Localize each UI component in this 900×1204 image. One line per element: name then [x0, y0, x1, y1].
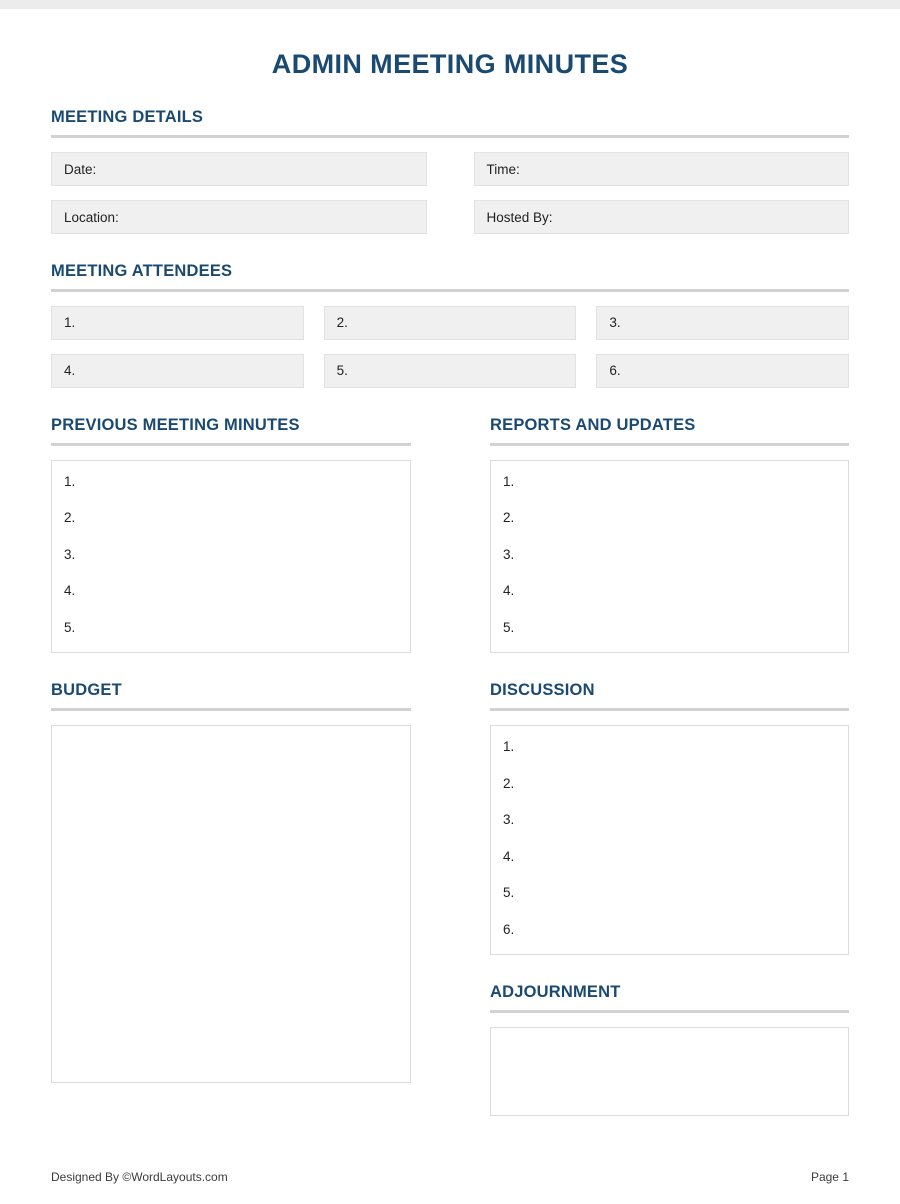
section-underline	[490, 708, 849, 711]
meeting-details-row-1	[51, 152, 849, 186]
section-title-meeting-attendees: MEETING ATTENDEES	[51, 262, 233, 281]
list-item[interactable]: 3.	[503, 546, 515, 562]
list-item[interactable]: 5.	[64, 619, 76, 635]
list-item[interactable]: 6.	[503, 921, 515, 937]
section-underline	[51, 708, 411, 711]
left-column	[51, 388, 411, 1116]
section-underline	[51, 289, 849, 292]
footer-credit: Designed By ©WordLayouts.com	[51, 1170, 228, 1184]
attendee-field-6[interactable]: 6.	[596, 354, 849, 388]
attendee-field-3[interactable]: 3.	[596, 306, 849, 340]
attendee-field-5[interactable]: 5.	[324, 354, 577, 388]
attendee-field-1[interactable]: 1.	[51, 306, 304, 340]
section-underline	[490, 1010, 849, 1013]
section-title-reports-and-updates: REPORTS AND UPDATES	[490, 415, 696, 434]
list-item[interactable]: 4.	[503, 583, 515, 599]
section-header-previous-meeting-minutes	[51, 416, 411, 446]
list-item[interactable]: 3.	[503, 812, 515, 828]
footer-page-number: Page 1	[810, 1170, 849, 1184]
list-item[interactable]: 2.	[503, 775, 515, 791]
footer	[51, 1170, 849, 1184]
attendees-row-2	[51, 354, 849, 388]
section-header-meeting-details	[51, 108, 849, 138]
list-item[interactable]: 4.	[64, 583, 76, 599]
time-field[interactable]: Time:	[474, 152, 850, 186]
reports-and-updates-box[interactable]	[490, 460, 849, 654]
list-item[interactable]: 4.	[503, 848, 515, 864]
list-item[interactable]: 2.	[503, 510, 515, 526]
section-header-reports-and-updates	[490, 416, 849, 446]
section-header-discussion	[490, 681, 849, 711]
adjournment-box[interactable]	[490, 1027, 849, 1116]
meeting-details-row-2	[51, 200, 849, 234]
section-header-meeting-attendees	[51, 262, 849, 292]
attendees-row-1	[51, 306, 849, 340]
section-title-discussion: DISCUSSION	[490, 681, 595, 700]
date-field[interactable]: Date:	[51, 152, 427, 186]
section-header-budget	[51, 681, 411, 711]
list-item[interactable]: 3.	[64, 546, 76, 562]
hosted-by-field[interactable]: Hosted By:	[474, 200, 850, 234]
document-page	[0, 48, 900, 1204]
section-underline	[51, 135, 849, 138]
section-title-meeting-details: MEETING DETAILS	[51, 108, 204, 127]
main-columns	[51, 388, 849, 1116]
section-title-budget: BUDGET	[51, 681, 122, 700]
list-item[interactable]: 1.	[64, 473, 76, 489]
section-title-adjournment: ADJOURNMENT	[490, 983, 621, 1002]
section-header-adjournment	[490, 983, 849, 1013]
list-item[interactable]: 1.	[503, 473, 515, 489]
discussion-box[interactable]	[490, 725, 849, 955]
list-item[interactable]: 2.	[64, 510, 76, 526]
page-title: ADMIN MEETING MINUTES	[271, 49, 629, 79]
section-underline	[51, 443, 411, 446]
section-title-previous-meeting-minutes: PREVIOUS MEETING MINUTES	[51, 415, 300, 434]
location-field[interactable]: Location:	[51, 200, 427, 234]
budget-box[interactable]	[51, 725, 411, 1083]
section-underline	[490, 443, 849, 446]
right-column	[490, 388, 849, 1116]
previous-meeting-minutes-box[interactable]	[51, 460, 411, 654]
attendee-field-4[interactable]: 4.	[51, 354, 304, 388]
list-item[interactable]: 5.	[503, 885, 515, 901]
list-item[interactable]: 5.	[503, 619, 515, 635]
attendee-field-2[interactable]: 2.	[324, 306, 577, 340]
viewer-top-band	[0, 0, 900, 9]
list-item[interactable]: 1.	[503, 739, 515, 755]
